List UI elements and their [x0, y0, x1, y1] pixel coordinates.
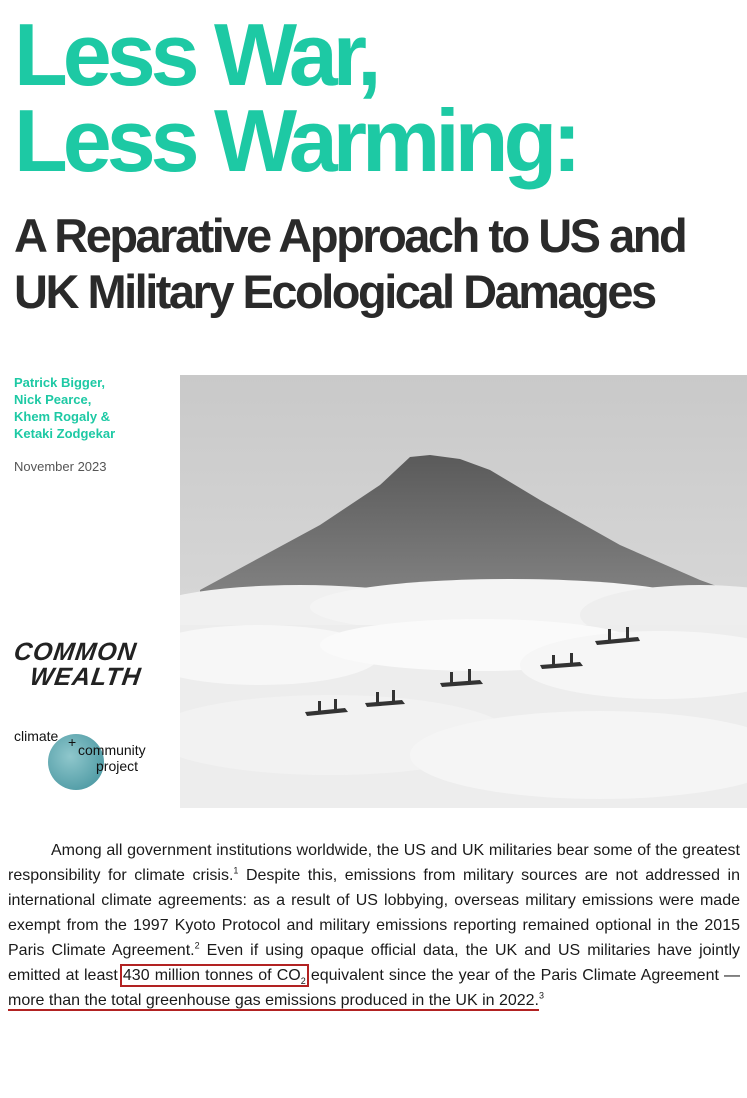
footnote-ref[interactable]: 1 [233, 865, 239, 876]
footnote-ref[interactable]: 2 [194, 940, 200, 951]
logo-text: + [68, 734, 77, 750]
author: Patrick Bigger, [14, 375, 106, 390]
subscript: 2 [300, 976, 306, 987]
author: Ketaki Zodgekar [14, 426, 116, 441]
highlighted-figure [122, 967, 306, 987]
underlined-claim: more than the total greenhouse gas emissions produced in the UK in 2022. [8, 992, 539, 1009]
sentence: equivalent since the year of the Paris Climate Agreement — [305, 967, 741, 984]
author-list [14, 374, 115, 442]
sentence: Among all government institutions worldwide, the US and UK militaries bear some of the greatest responsibility for climate crisis. [8, 842, 740, 884]
report-title [14, 5, 577, 190]
logo-text: climate [14, 728, 59, 744]
common-wealth-logo [14, 640, 159, 692]
logo-text: COMMON [12, 638, 139, 666]
author: Khem Rogaly & [14, 409, 111, 424]
climate-community-project-logo [14, 724, 174, 784]
title-line-1: Less War, [14, 5, 377, 104]
highlighted-figure-text: 430 million tonnes of CO [122, 967, 301, 984]
publication-date: November 2023 [14, 459, 107, 474]
title-line-2: Less Warming: [14, 91, 577, 190]
footnote-ref[interactable]: 3 [539, 990, 545, 1001]
logo-text: project [96, 758, 139, 774]
subtitle-line-1: A Reparative Approach to US and [14, 209, 686, 262]
logo-text: WEALTH [28, 663, 144, 691]
sentence: Despite this, emissions from military sources are not addressed in international climate agreements: as a result of US lobbying, overseas military emissions were made exempt from the 1997 Kyoto Protocol and military emissions reporting remained optional in the 2015 Paris Climate Agreement. [8, 867, 740, 959]
cover-photo-mountain-aircraft [180, 375, 747, 808]
intro-paragraph [8, 838, 740, 1013]
author: Nick Pearce, [14, 392, 92, 407]
logo-text: community [78, 742, 146, 758]
sentence: Even if using opaque official data, the UK and US militaries have jointly emitted at least [8, 942, 741, 984]
subtitle-line-2: UK Military Ecological Damages [14, 265, 655, 318]
report-subtitle [14, 208, 685, 320]
